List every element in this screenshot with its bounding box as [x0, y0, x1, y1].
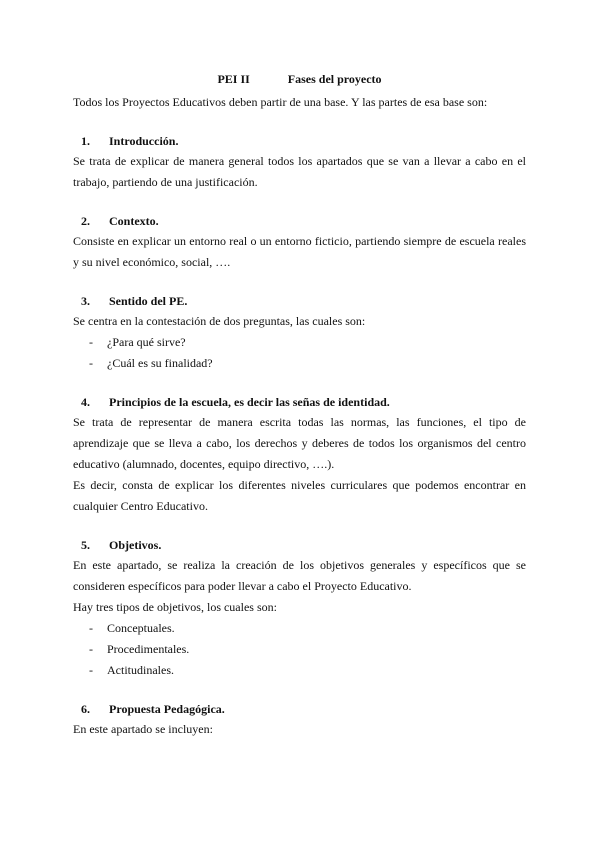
- section-title: Introducción.: [109, 134, 179, 148]
- title-course: PEI II: [217, 72, 250, 86]
- list-item-text: Actitudinales.: [107, 663, 174, 677]
- list-marker: -: [89, 621, 93, 635]
- list-item: [89, 618, 526, 639]
- list-marker: -: [89, 356, 93, 370]
- section-number: 3.: [81, 294, 90, 308]
- objective-types-list: [73, 618, 526, 681]
- section-title: Propuesta Pedagógica.: [109, 702, 225, 716]
- list-item: [89, 660, 526, 681]
- section-number: 6.: [81, 702, 90, 716]
- section-title: Principios de la escuela, es decir las señas de identidad.: [109, 395, 390, 409]
- section-paragraph: Se trata de explicar de manera general todos los apartados que se van a llevar a cabo en el trabajo, partiendo de una justificación.: [73, 154, 526, 189]
- section-heading-principios: [73, 392, 526, 412]
- section-paragraph: Se trata de representar de manera escrita todas las normas, las funciones, el tipo de aprendizaje que se lleva a cabo, los derechos y deberes de todos los organismos del centro educativo (alumnado, docentes, equipo directivo, ….).: [73, 415, 526, 471]
- section-number: 1.: [81, 134, 90, 148]
- section-paragraph: Consiste en explicar un entorno real o un entorno ficticio, partiendo siempre de escuela reales y su nivel económico, social, ….: [73, 234, 526, 269]
- list-item: [89, 353, 526, 374]
- title-topic: Fases del proyecto: [287, 72, 382, 86]
- list-item-text: ¿Cuál es su finalidad?: [107, 356, 213, 370]
- section-heading-propuesta: [73, 699, 526, 719]
- intro-paragraph: Todos los Proyectos Educativos deben partir de una base. Y las partes de esa base son:: [73, 95, 488, 109]
- list-item-text: Procedimentales.: [107, 642, 190, 656]
- section-title: Sentido del PE.: [109, 294, 188, 308]
- list-item: [89, 332, 526, 353]
- page-title: [73, 72, 526, 86]
- section-number: 2.: [81, 214, 90, 228]
- list-marker: -: [89, 335, 93, 349]
- question-list: [73, 332, 526, 374]
- section-number: 4.: [81, 395, 90, 409]
- section-paragraph: En este apartado, se realiza la creación de los objetivos generales y específicos que se consideren específicos para poder llevar a cabo el Proyecto Educativo.: [73, 558, 526, 593]
- list-item: [89, 639, 526, 660]
- list-marker: -: [89, 663, 93, 677]
- section-heading-objetivos: [73, 535, 526, 555]
- section-paragraph: En este apartado se incluyen:: [73, 722, 213, 736]
- section-title: Objetivos.: [109, 538, 162, 552]
- list-marker: -: [89, 642, 93, 656]
- section-heading-contexto: [73, 211, 526, 231]
- section-paragraph: Hay tres tipos de objetivos, los cuales son:: [73, 600, 277, 614]
- section-paragraph: Se centra en la contestación de dos preguntas, las cuales son:: [73, 314, 366, 328]
- list-item-text: ¿Para qué sirve?: [107, 335, 186, 349]
- list-item-text: Conceptuales.: [107, 621, 175, 635]
- section-paragraph: Es decir, consta de explicar los diferentes niveles curriculares que podemos encontrar en cualquier Centro Educativo.: [73, 478, 526, 513]
- section-number: 5.: [81, 538, 90, 552]
- section-heading-introduccion: [73, 131, 526, 151]
- section-heading-sentido: [73, 291, 526, 311]
- section-title: Contexto.: [109, 214, 159, 228]
